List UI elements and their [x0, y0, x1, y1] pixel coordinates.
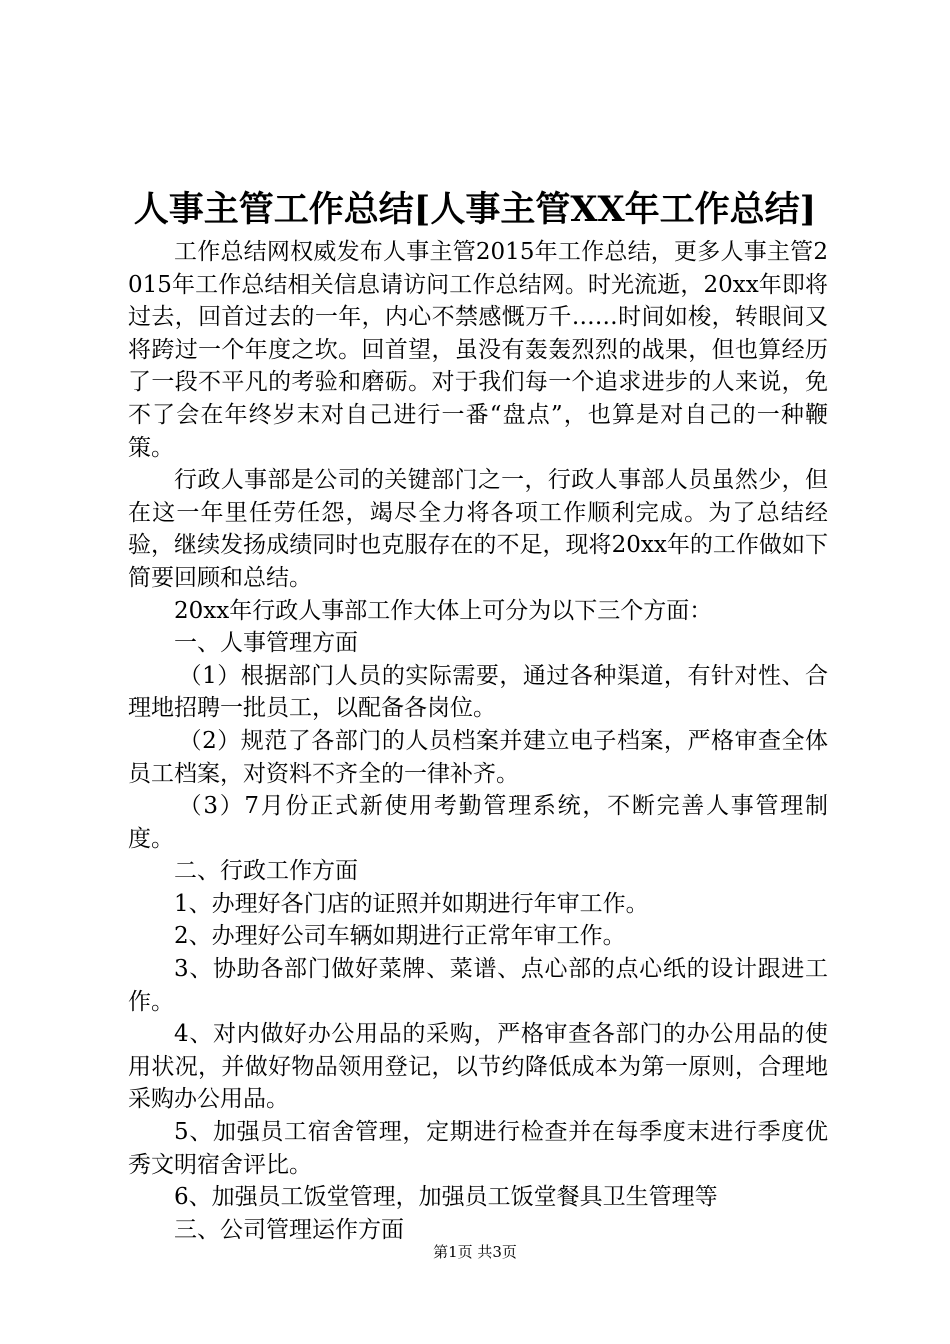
list-item: 4、对内做好办公用品的采购，严格审查各部门的办公用品的使用状况，并做好物品领用登记，以节约降低成本为第一原则，合理地采购办公用品。: [128, 1021, 828, 1113]
list-item: （1）根据部门人员的实际需要，通过各种渠道，有针对性、合理地招聘一批员工，以配备各岗位。: [128, 662, 828, 722]
list-item: 1、办理好各门店的证照并如期进行年审工作。: [174, 890, 649, 917]
paragraph: 20xx年行政人事部工作大体上可分为以下三个方面：: [174, 597, 713, 624]
document-body: [128, 236, 828, 1246]
section-heading: 一、人事管理方面: [174, 630, 358, 657]
list-item: （2）规范了各部门的人员档案并建立电子档案，严格审查全体员工档案，对资料不齐全的一律补齐。: [128, 727, 828, 787]
list-item: （3）7月份正式新使用考勤管理系统，不断完善人事管理制度。: [128, 793, 828, 852]
section-heading: 三、公司管理运作方面: [174, 1216, 404, 1243]
list-item: 2、办理好公司车辆如期进行正常年审工作。: [174, 923, 626, 950]
section-heading: 二、行政工作方面: [174, 858, 358, 885]
list-item: 3、协助各部门做好菜牌、菜谱、点心部的点心纸的设计跟进工作。: [128, 956, 828, 1015]
document-title: 人事主管工作总结[人事主管XX年工作总结]: [133, 189, 817, 230]
list-item: 5、加强员工宿舍管理，定期进行检查并在每季度末进行季度优秀文明宿舍评比。: [128, 1119, 828, 1178]
page-number: 第1页 共3页: [433, 1243, 517, 1261]
paragraph: 工作总结网权威发布人事主管2015年工作总结，更多人事主管2015年工作总结相关信息请访问工作总结网。时光流逝，20xx年即将过去，回首过去的一年，内心不禁感慨万千……时间如梭，转眼间又将跨过一个年度之坎。回首望，虽没有轰轰烈烈的战果，但也算经历了一段不平凡的考验和磨砺。对于我们每一个追求进步的人来说，免不了会在年终岁末对自己进行一番“盘点”，也算是对自己的一种鞭策。: [128, 239, 828, 461]
paragraph: 行政人事部是公司的关键部门之一，行政人事部人员虽然少，但在这一年里任劳任怨，竭尽全力将各项工作顺利完成。为了总结经验，继续发扬成绩同时也克服存在的不足，现将20xx年的工作做如下简要回顾和总结。: [128, 467, 828, 591]
list-item: 6、加强员工饭堂管理，加强员工饭堂餐具卫生管理等: [174, 1184, 718, 1211]
